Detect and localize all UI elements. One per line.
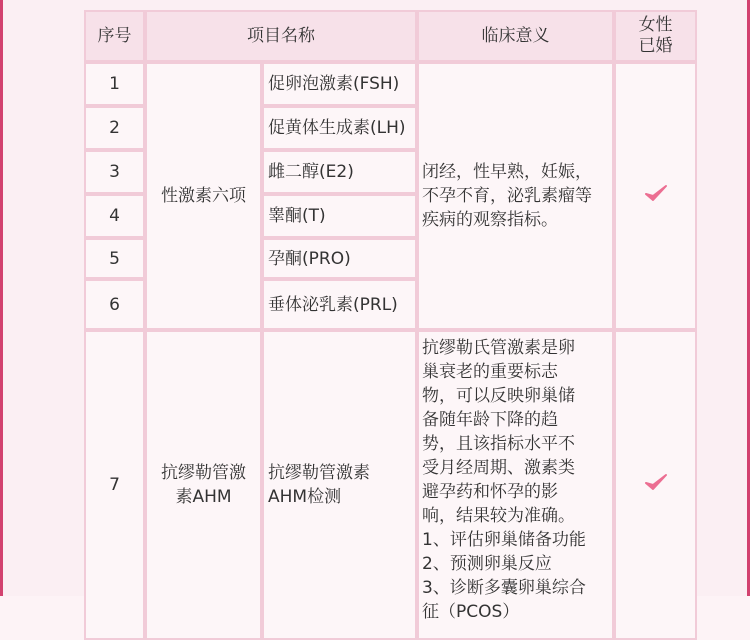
significance-line: 势，且该指标水平不 — [422, 434, 575, 454]
header-item-name: 项目名称 — [145, 10, 417, 62]
table-header-row — [84, 10, 697, 62]
project-name-text: 性激素六项 — [161, 186, 246, 206]
header-clinical-significance: 临床意义 — [417, 10, 614, 62]
item-name: 孕酮(PRO) — [262, 238, 417, 279]
item-name: 垂体泌乳素(PRL) — [262, 279, 417, 330]
checkmark-icon — [644, 472, 668, 492]
women-married-mark — [614, 62, 697, 330]
row-index: 2 — [84, 106, 145, 150]
header-women-line2: 已婚 — [638, 36, 673, 56]
item-name: 抗缪勒管激素 AHM检测 — [262, 330, 417, 640]
header-index: 序号 — [84, 10, 145, 62]
project-name — [145, 62, 262, 330]
table-row — [84, 330, 697, 640]
test-items-table — [84, 10, 697, 640]
significance-line: 避孕药和怀孕的影 — [422, 482, 558, 502]
row-index: 3 — [84, 150, 145, 194]
significance-line: 2、预测卵巢反应 — [422, 554, 552, 574]
significance-line: 征（PCOS） — [422, 602, 520, 622]
women-married-mark — [614, 330, 697, 640]
item-name: 睾酮(T) — [262, 194, 417, 238]
item-name: 雌二醇(E2) — [262, 150, 417, 194]
clinical-significance: 闭经，性早熟，妊娠，不孕不育，泌乳素瘤等疾病的观察指标。 — [417, 62, 614, 330]
significance-line: 1、评估卵巢储备功能 — [422, 530, 586, 550]
significance-line: 备随年龄下降的趋 — [422, 410, 558, 430]
significance-line: 物，可以反映卵巢储 — [422, 386, 575, 406]
row-index: 5 — [84, 238, 145, 279]
row-index: 4 — [84, 194, 145, 238]
clinical-significance — [417, 330, 614, 640]
row-index: 6 — [84, 279, 145, 330]
significance-line: 受月经周期、激素类 — [422, 458, 575, 478]
significance-line: 响，结果较为准确。 — [422, 506, 575, 526]
row-index: 7 — [84, 330, 145, 640]
item-name: 促黄体生成素(LH) — [262, 106, 417, 150]
header-women-line1: 女性 — [638, 15, 673, 35]
header-women-married — [614, 10, 697, 62]
significance-line: 3、诊断多囊卵巢综合 — [422, 578, 586, 598]
significance-line: 抗缪勒氏管激素是卵 — [422, 338, 575, 358]
item-name: 促卵泡激素(FSH) — [262, 62, 417, 106]
project-name-text: 抗缪勒管激素AHM — [161, 463, 246, 507]
row-index: 1 — [84, 62, 145, 106]
table-sheet — [3, 0, 747, 622]
significance-line: 巢衰老的重要标志 — [422, 362, 558, 382]
project-name — [145, 330, 262, 640]
table-row — [84, 62, 697, 106]
checkmark-icon — [644, 183, 668, 203]
